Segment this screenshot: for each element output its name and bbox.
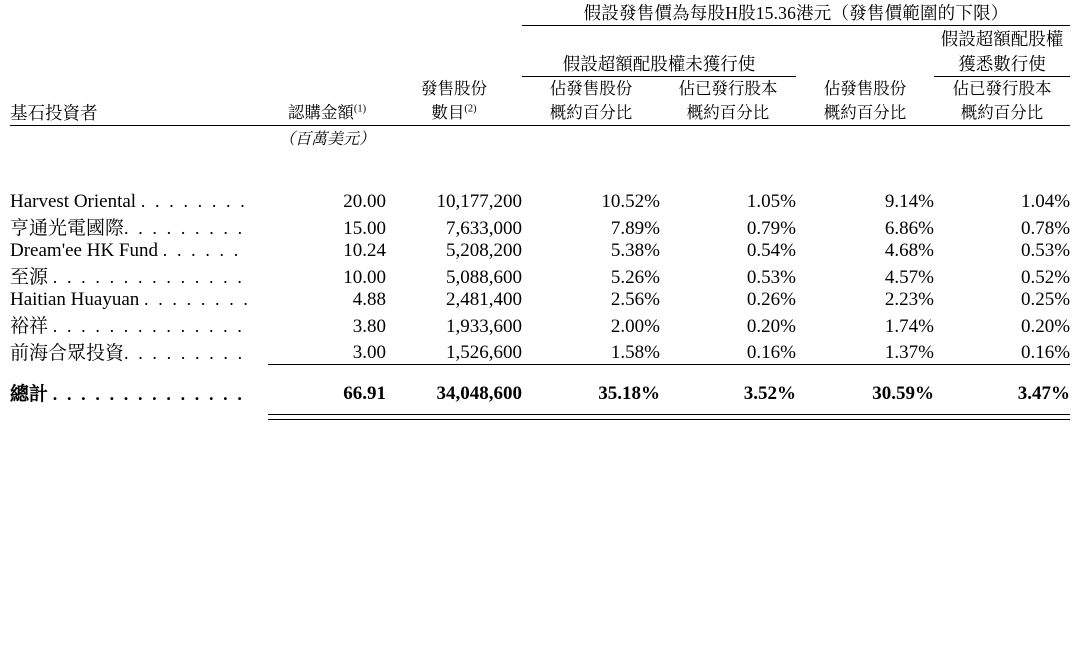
column-header-investor: 基石投資者 [10,77,268,126]
leader-dots: . . . . . . . . [144,288,251,309]
unit-note-row [10,125,1070,149]
row-label: 前海合眾投資. . . . . . . . . [10,342,245,364]
total-offer-shares: 34,048,600 [386,365,522,415]
total-subscription-amount: 66.91 [268,365,386,415]
cell-pct-issued-yes: 0.20% [1020,315,1071,337]
cell-subscription-amount: 3.00 [352,342,386,364]
row-label: Harvest Oriental . . . . . . . . [10,190,248,212]
cell-offer-shares: 5,088,600 [446,266,522,288]
row-label: Haitian Huayuan . . . . . . . . [10,288,251,310]
total-pct-offer-no: 35.18% [522,365,660,415]
cell-pct-offer-no: 5.38% [610,239,660,261]
table-total-row [10,365,1070,415]
column-header-pct-offer-shares-no-overallotment: 佔發售股份 概約百分比 [522,77,660,126]
cell-pct-offer-yes: 4.68% [884,239,934,261]
cell-pct-issued-yes: 0.25% [1020,288,1071,310]
cell-offer-shares: 1,526,600 [446,342,522,364]
leader-dots: . . . . . . [162,239,241,260]
cell-offer-shares: 7,633,000 [446,217,522,239]
leader-dots: . . . . . . . . . [124,342,245,363]
cell-pct-issued-no: 1.05% [746,190,796,212]
row-label: 至源 . . . . . . . . . . . . . . [10,266,245,288]
cell-pct-issued-no: 0.16% [746,342,796,364]
cell-pct-issued-yes: 0.52% [1020,266,1071,288]
column-header-offer-shares-number: 發售股份 數目$^{(2)}$ [386,77,522,126]
group-header-row [10,26,1070,77]
cell-pct-issued-yes: 0.78% [1020,217,1071,239]
cornerstone-investors-table [10,0,1070,420]
cell-pct-offer-no: 5.26% [610,266,660,288]
table-row [10,213,1070,240]
column-header-row [10,77,1070,126]
cell-offer-shares: 10,177,200 [436,190,522,212]
table-row [10,262,1070,289]
cell-pct-issued-no: 0.79% [746,217,796,239]
cell-pct-offer-no: 2.56% [610,288,660,310]
cell-pct-offer-no: 1.58% [610,342,660,364]
cell-pct-offer-yes: 2.23% [884,288,934,310]
footnote-marker-1: (1) [353,103,367,115]
leader-dots: . . . . . . . . . . . . . . [52,383,245,404]
cell-offer-shares: 5,208,200 [446,239,522,261]
cell-subscription-amount: 3.80 [352,315,386,337]
cell-pct-offer-no: 7.89% [610,217,660,239]
table-row [10,240,1070,262]
column-header-pct-issued-capital-with-overallotment: 佔已發行股本 概約百分比 [934,77,1070,126]
cell-pct-issued-yes: 0.16% [1020,342,1071,364]
column-header-subscription-amount: 認購金額$^{(1)}$ [268,77,386,126]
cell-subscription-amount: 15.00 [343,217,386,239]
cell-pct-issued-no: 0.53% [746,266,796,288]
table-row [10,311,1070,338]
table-row [10,338,1070,365]
cell-pct-offer-yes: 6.86% [884,217,934,239]
unit-note: （百萬美元） [278,130,375,148]
cell-pct-issued-yes: 1.04% [1020,190,1071,212]
total-double-rule [10,415,1070,420]
header-spacer [10,149,1070,191]
cell-offer-shares: 2,481,400 [446,288,522,310]
table-row [10,289,1070,311]
leader-dots: . . . . . . . . . . . . . . [52,266,245,287]
group-header-with-overallotment: 假設超額配股權獲悉數行使 [934,26,1070,77]
cell-pct-offer-yes: 1.37% [884,342,934,364]
cell-subscription-amount: 20.00 [343,190,386,212]
cell-pct-offer-no: 2.00% [610,315,660,337]
cell-subscription-amount: 4.88 [352,288,386,310]
price-assumption-label: 假設發售價為每股H股15.36港元（發售價範圍的下限） [522,0,1070,26]
row-label: Dream'ee HK Fund . . . . . . [10,239,241,261]
total-label: 總計 . . . . . . . . . . . . . . [10,383,245,405]
footnote-marker-2: (2) [464,103,477,115]
cell-pct-offer-no: 10.52% [601,190,660,212]
row-label: 裕祥 . . . . . . . . . . . . . . [10,315,245,337]
cell-pct-issued-no: 0.26% [746,288,796,310]
table-row [10,191,1070,213]
cell-pct-offer-yes: 4.57% [884,266,934,288]
leader-dots: . . . . . . . . [140,190,248,211]
table-header [10,0,1070,191]
total-pct-issued-yes: 3.47% [934,365,1070,415]
cell-offer-shares: 1,933,600 [446,315,522,337]
table-body [10,191,1070,420]
row-label: 亨通光電國際. . . . . . . . . [10,217,245,239]
cell-pct-offer-yes: 1.74% [884,315,934,337]
cell-pct-offer-yes: 9.14% [884,190,934,212]
leader-dots: . . . . . . . . . . . . . . [52,315,245,336]
leader-dots: . . . . . . . . . [124,217,245,238]
cell-subscription-amount: 10.24 [343,239,386,261]
cell-pct-issued-no: 0.54% [746,239,796,261]
cell-pct-issued-yes: 0.53% [1020,239,1071,261]
cell-subscription-amount: 10.00 [343,266,386,288]
column-header-pct-offer-shares-with-overallotment: 佔發售股份 概約百分比 [796,77,934,126]
total-pct-issued-no: 3.52% [660,365,796,415]
cell-pct-issued-no: 0.20% [746,315,796,337]
column-header-pct-issued-capital-no-overallotment: 佔已發行股本 概約百分比 [660,77,796,126]
price-assumption-row [10,0,1070,26]
group-header-no-overallotment: 假設超額配股權未獲行使 [522,26,796,77]
total-pct-offer-yes: 30.59% [796,365,934,415]
